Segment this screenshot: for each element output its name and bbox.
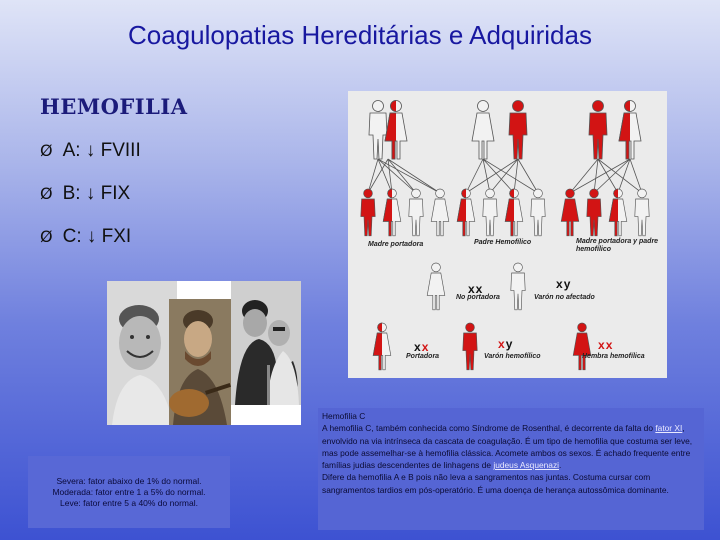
label-hemophiliac-male: Varón hemofílico (484, 353, 541, 360)
bullet-text: C: ↓ FXI (62, 226, 132, 247)
genotype-xx-normal: xx (468, 282, 484, 296)
portrait-3 (231, 281, 301, 405)
section-heading: HEMOFILIA (40, 94, 188, 119)
severity-severe: Severa: fator abaixo de 1% do normal. (56, 475, 202, 486)
info-paragraph-1: A hemofilia C, também conhecida como Síndrome de Rosenthal, é decorrente da falta do fator XI, envolvido na via intrínseca da cascata de coagulação. É um tipo de hemofilia que costuma ser leve, mas pode assemelhar-se à hemofilia clássica. Acomete ambos os sexos. É achado frequente entre famílias judias descendentes de linhagens de judeus Asquenazi. (322, 423, 693, 471)
slide-title: Coagulopatias Hereditárias e Adquiridas (128, 20, 592, 50)
hemophilia-c-info-box (318, 408, 704, 530)
severity-mild: Leve: fator entre 5 a 40% do normal. (60, 497, 198, 508)
portrait-1 (107, 281, 177, 425)
label-mother-carrier: Madre portadora (368, 241, 424, 248)
photo-collage-image (107, 281, 301, 425)
label-mother-carrier-father-hemophiliac: Madre portadora y padre hemofílico (576, 238, 659, 253)
arrow-bullet-icon: Ø (40, 141, 53, 160)
genotype-xy-normal: xy (556, 277, 572, 291)
genotype-xy-affected: xy (498, 337, 514, 351)
photo-collage (107, 281, 301, 425)
arrow-bullet-icon: Ø (40, 227, 53, 246)
label-carrier: Portadora (406, 353, 440, 360)
severity-moderate: Moderada: fator entre 1 a 5% do normal. (52, 486, 206, 497)
bullet-hemophilia-b (40, 183, 130, 205)
severity-box (28, 456, 230, 528)
bullet-text: A: ↓ FVIII (62, 140, 141, 161)
pedigree-drawing (348, 91, 667, 378)
portrait-2 (169, 299, 231, 425)
label-father-hemophiliac: Padre Hemofílico (474, 239, 532, 246)
info-heading: Hemofilia C (322, 411, 366, 421)
info-paragraph-2: Difere da hemofilia A e B pois não leva a sangramentos nas juntas. Costuma cursar com sangramentos tardios em pós-operatório. É uma doença de herança autossômica dominante. (322, 472, 669, 495)
bullet-text: B: ↓ FIX (62, 183, 131, 204)
genotype-xx-carrier: xx (414, 340, 430, 354)
label-unaffected-male: Varón no afectado (534, 294, 595, 301)
arrow-bullet-icon: Ø (40, 184, 53, 203)
bullet-hemophilia-c (40, 226, 131, 248)
label-non-carrier: No portadora (456, 294, 500, 301)
link-fator-xi[interactable]: fator XI (655, 423, 683, 434)
pedigree-figure (348, 91, 667, 378)
genotype-xx-affected: xx (598, 338, 614, 352)
link-judeus-asquenazi[interactable]: judeus Asquenazi (493, 460, 559, 471)
bullet-hemophilia-a (40, 140, 141, 162)
label-hemophiliac-female: Hembra hemofílica (582, 353, 645, 360)
